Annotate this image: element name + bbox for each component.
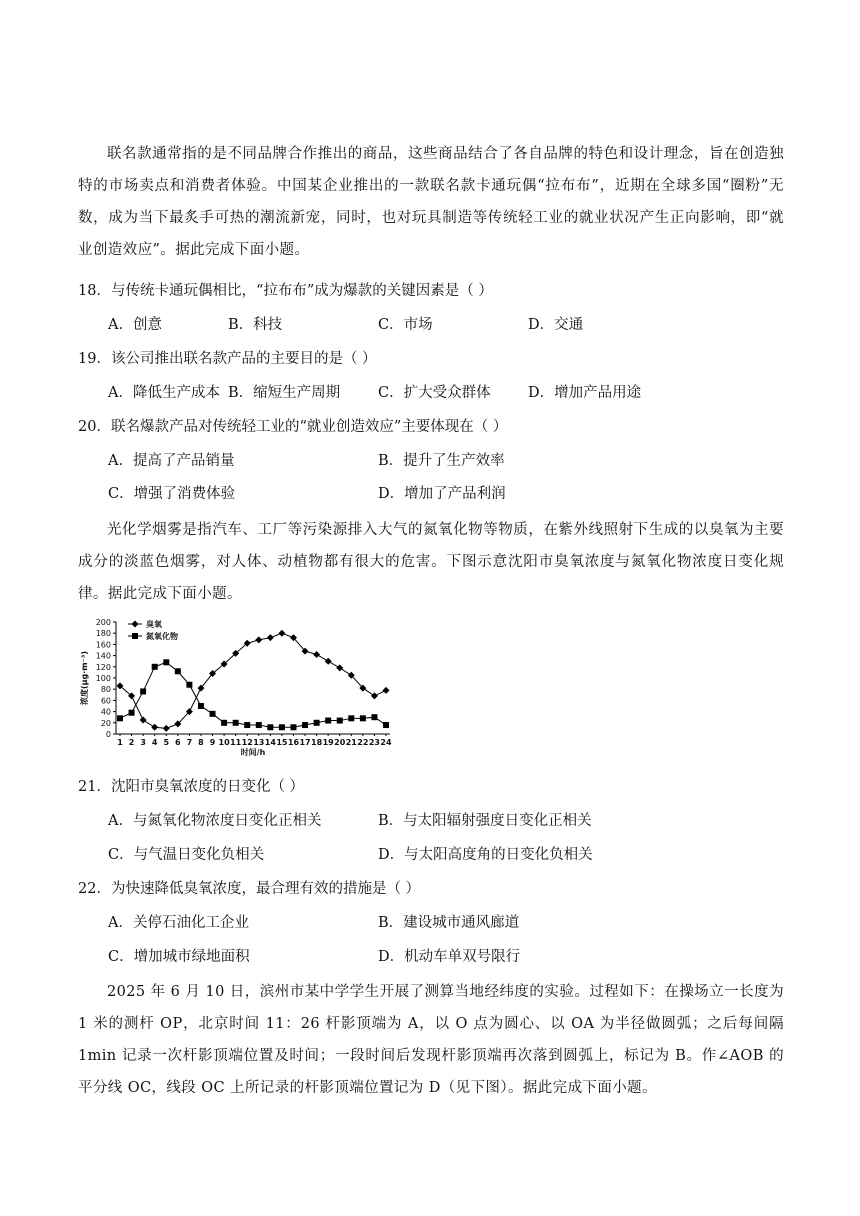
ozone-point: [267, 634, 274, 641]
q20-option-d: D．增加了产品利润: [378, 486, 506, 502]
q18-option-a: A．创意: [108, 317, 162, 333]
q18-option-d: D．交通: [528, 317, 584, 333]
nox-point: [337, 718, 343, 724]
y-tick-label: 60: [100, 696, 111, 706]
q22-option-c: C．增加城市绿地面积: [108, 949, 250, 965]
q21-option-a: A．与氮氧化物浓度日变化正相关: [108, 813, 322, 829]
nox-point: [290, 724, 296, 730]
nox-point: [233, 720, 239, 726]
ozone-point: [151, 724, 158, 731]
y-tick-label: 40: [100, 707, 111, 717]
y-tick-label: 120: [95, 662, 111, 672]
x-tick-label: 10: [218, 738, 230, 747]
q19-option-b: B．缩短生产周期: [228, 385, 341, 401]
x-tick-label: 16: [287, 738, 300, 747]
question-19-stem: 19．该公司推出联名款产品的主要目的是（ ）: [78, 351, 377, 367]
chart-legend: [128, 619, 178, 641]
x-tick-label: 9: [209, 738, 216, 747]
nox-point: [279, 724, 285, 730]
x-tick-label: 3: [140, 738, 146, 747]
question-18-stem: 18．与传统卡通玩偶相比，“拉布布”成为爆款的关键因素是（ ）: [78, 283, 493, 299]
question-20-stem: 20．联名爆款产品对传统轻工业的“就业创造效应”主要体现在（ ）: [78, 419, 508, 435]
x-tick-label: 19: [322, 738, 334, 747]
passage-shadow-experiment: 2025 年 6 月 10 日，滨州市某中学学生开展了测算当地经纬度的实验。过程如下：在操场立一长度为 1 米的测杆 OP，北京时间 11：26 杆影顶端为 A，以 O 点为圆心、以 OA 为半径做圆弧；之后每间隔 1min 记录一次杆影顶端位置及时间；一段时间后发现杆影顶端再次落到圆弧上，标记为 B。作∠AOB 的平分线 OC，线段 OC 上所记录的杆影顶端位置记为 D（见下图）。据此完成下面小题。: [78, 984, 784, 1096]
nox-point: [267, 724, 273, 730]
nox-point: [186, 682, 192, 688]
y-tick-label: 200: [95, 618, 111, 627]
nox-point: [360, 715, 366, 721]
q18-option-b: B．科技: [228, 317, 283, 333]
nox-point: [198, 703, 204, 709]
x-tick-label: 1: [117, 738, 123, 747]
x-tick-label: 14: [264, 738, 276, 747]
legend-label-1: 臭氧: [146, 620, 162, 629]
q22-option-b: B．建设城市通风廊道: [378, 915, 520, 931]
y-axis-label: 浓度(μg·m⁻³): [80, 650, 89, 706]
q19-option-a: A．降低生产成本: [108, 385, 220, 401]
nox-point: [325, 718, 331, 724]
nox-point: [302, 722, 308, 728]
legend-square-marker: [132, 633, 138, 639]
nox-point: [348, 715, 354, 721]
q20-option-b: B．提升了生产效率: [378, 453, 505, 469]
ozone-point: [313, 651, 320, 658]
q22-option-d: D．机动车单双号限行: [378, 949, 521, 965]
question-21-stem: 21．沈阳市臭氧浓度的日变化（ ）: [78, 779, 305, 795]
nox-point: [163, 659, 169, 665]
x-tick-label: 8: [198, 738, 204, 747]
nox-point: [371, 714, 377, 720]
q20-option-a: A．提高了产品销量: [108, 453, 235, 469]
nox-point: [383, 722, 389, 728]
y-tick-label: 160: [95, 640, 111, 650]
q19-option-c: C．扩大受众群体: [378, 385, 491, 401]
ozone-point: [383, 687, 390, 694]
legend-label-2: 氮氧化物: [146, 632, 178, 641]
chart-svg: [78, 614, 400, 756]
x-axis-label: 时间/h: [240, 748, 266, 756]
x-tick-label: 11: [230, 738, 242, 747]
y-tick-label: 140: [95, 651, 111, 661]
ozone-point: [371, 692, 378, 699]
x-tick-label: 6: [175, 738, 181, 747]
chart-series: [117, 630, 390, 732]
x-tick-label: 15: [276, 738, 288, 747]
nox-point: [175, 668, 181, 674]
ozone-point: [255, 636, 262, 643]
nox-point: [117, 715, 123, 721]
ozone-nox-chart: [78, 614, 400, 756]
y-tick-label: 80: [100, 685, 111, 695]
ozone-point: [278, 630, 285, 637]
q19-option-d: D．增加产品用途: [528, 385, 642, 401]
chart-axes: [79, 618, 392, 756]
x-tick-label: 13: [253, 738, 265, 747]
question-22-stem: 22．为快速降低臭氧浓度，最合理有效的措施是（ ）: [78, 881, 421, 897]
nox-point: [210, 711, 216, 717]
x-tick-label: 5: [163, 738, 170, 747]
passage-collab-products: 联名款通常指的是不同品牌合作推出的商品，这些商品结合了各自品牌的特色和设计理念，旨在创造独特的市场卖点和消费者体验。中国某企业推出的一款联名款卡通玩偶“拉布布”，近期在全球多国“圈粉”无数，成为当下最炙手可热的潮流新宠，同时，也对玩具制造等传统轻工业的就业状况产生正向影响，即“就业创造效应”。据此完成下面小题。: [78, 146, 784, 258]
x-tick-label: 20: [334, 738, 346, 747]
y-tick-label: 0: [105, 730, 111, 739]
nox-point: [314, 720, 320, 726]
passage-photochemical-smog: 光化学烟雾是指汽车、工厂等污染源排入大气的氮氧化物等物质，在紫外线照射下生成的以臭氧为主要成分的淡蓝色烟雾，对人体、动植物都有很大的危害。下图示意沈阳市臭氧浓度与氮氧化物浓度日变化规律。据此完成下面小题。: [78, 522, 784, 602]
y-tick-label: 20: [100, 718, 111, 728]
ozone-point: [163, 725, 170, 732]
x-tick-label: 7: [186, 738, 193, 747]
x-tick-label: 22: [357, 738, 369, 747]
q21-option-c: C．与气温日变化负相关: [108, 847, 265, 863]
ozone-point: [325, 658, 332, 665]
x-tick-label: 21: [345, 738, 357, 747]
x-tick-label: 24: [380, 738, 392, 747]
nox-point: [221, 720, 227, 726]
q21-option-d: D．与太阳高度角的日变化负相关: [378, 847, 593, 863]
x-tick-label: 23: [368, 738, 381, 747]
q20-option-c: C．增强了消费体验: [108, 486, 236, 502]
ozone-point: [140, 717, 147, 724]
series-line-1: [120, 633, 386, 728]
x-tick-label: 2: [128, 738, 135, 747]
q21-option-b: B．与太阳辐射强度日变化正相关: [378, 813, 592, 829]
nox-point: [140, 688, 146, 694]
nox-point: [244, 722, 250, 728]
x-tick-label: 18: [311, 738, 323, 747]
q18-option-c: C．市场: [378, 317, 433, 333]
ozone-point: [336, 664, 343, 671]
x-tick-label: 4: [151, 738, 158, 747]
x-tick-label: 17: [299, 738, 311, 747]
q22-option-a: A．关停石油化工企业: [108, 915, 249, 931]
y-tick-label: 100: [95, 674, 111, 683]
nox-point: [129, 710, 135, 716]
x-tick-label: 12: [241, 738, 253, 747]
legend-diamond-marker: [132, 621, 139, 628]
nox-point: [152, 664, 158, 670]
y-tick-label: 180: [95, 629, 111, 639]
nox-point: [256, 722, 262, 728]
